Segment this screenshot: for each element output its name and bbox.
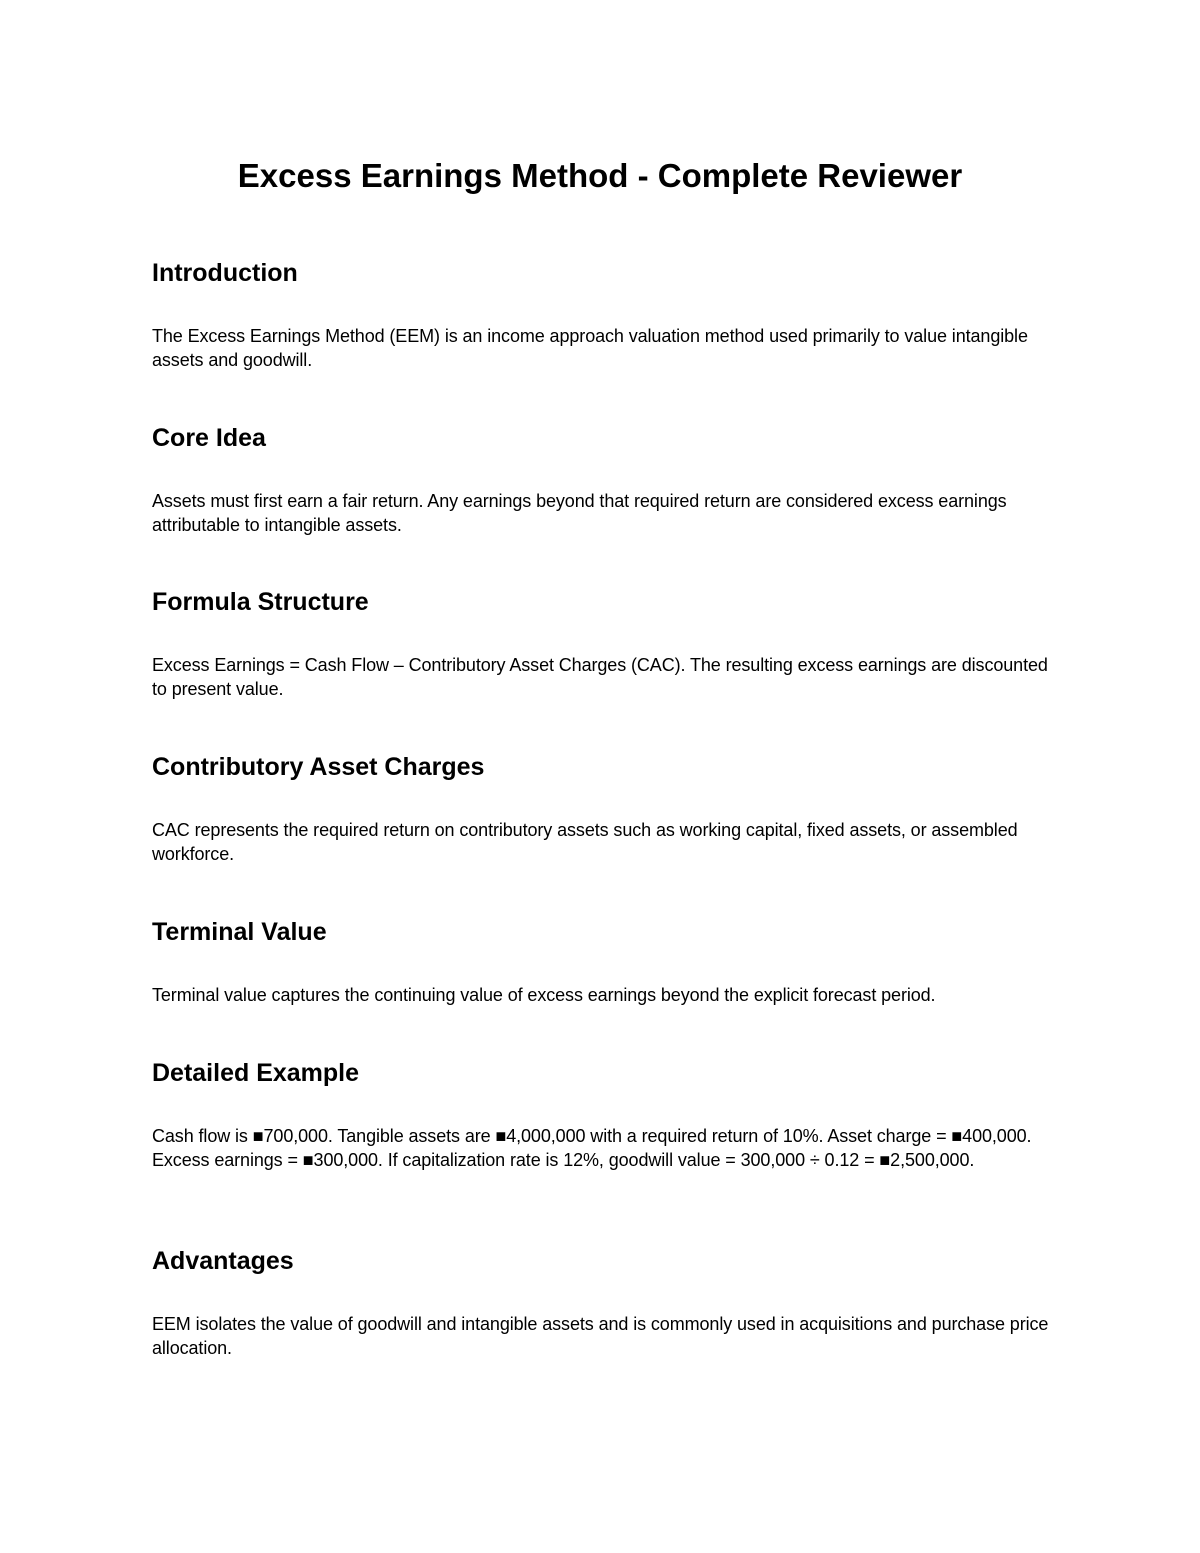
section-advantages <box>152 1246 1052 1360</box>
section-body: Excess Earnings = Cash Flow – Contributory Asset Charges (CAC). The resulting excess earnings are discounted to present value. <box>152 655 1048 699</box>
section-contributory-asset-charges <box>152 752 1052 866</box>
section-heading: Detailed Example <box>152 1059 360 1087</box>
section-body: Terminal value captures the continuing value of excess earnings beyond the explicit forecast period. <box>152 985 936 1005</box>
section-heading: Introduction <box>152 259 298 287</box>
section-body: The Excess Earnings Method (EEM) is an income approach valuation method used primarily to value intangible assets and goodwill. <box>152 326 1028 370</box>
section-formula-structure <box>152 587 1052 701</box>
section-body: Cash flow is ■700,000. Tangible assets are ■4,000,000 with a required return of 10%. Asset charge = ■400,000. Excess earnings = ■300,000. If capitalization rate is 12%, goodwill value = 300,000 ÷ 0.12 = ■2,500,000. <box>152 1126 1032 1170</box>
section-core-idea <box>152 423 1052 537</box>
section-introduction <box>152 258 1052 372</box>
section-heading: Terminal Value <box>152 918 327 946</box>
section-body: EEM isolates the value of goodwill and intangible assets and is commonly used in acquisitions and purchase price allocation. <box>152 1314 1049 1358</box>
section-heading: Contributory Asset Charges <box>152 753 485 781</box>
section-heading: Core Idea <box>152 424 266 452</box>
section-detailed-example <box>152 1058 1052 1172</box>
document-title: Excess Earnings Method - Complete Reviewer <box>237 157 963 194</box>
section-terminal-value <box>152 917 1052 1008</box>
section-body: Assets must first earn a fair return. Any earnings beyond that required return are considered excess earnings attributable to intangible assets. <box>152 491 1007 535</box>
section-heading: Advantages <box>152 1247 294 1275</box>
section-body: CAC represents the required return on contributory assets such as working capital, fixed assets, or assembled workforce. <box>152 820 1018 864</box>
section-heading: Formula Structure <box>152 588 369 616</box>
